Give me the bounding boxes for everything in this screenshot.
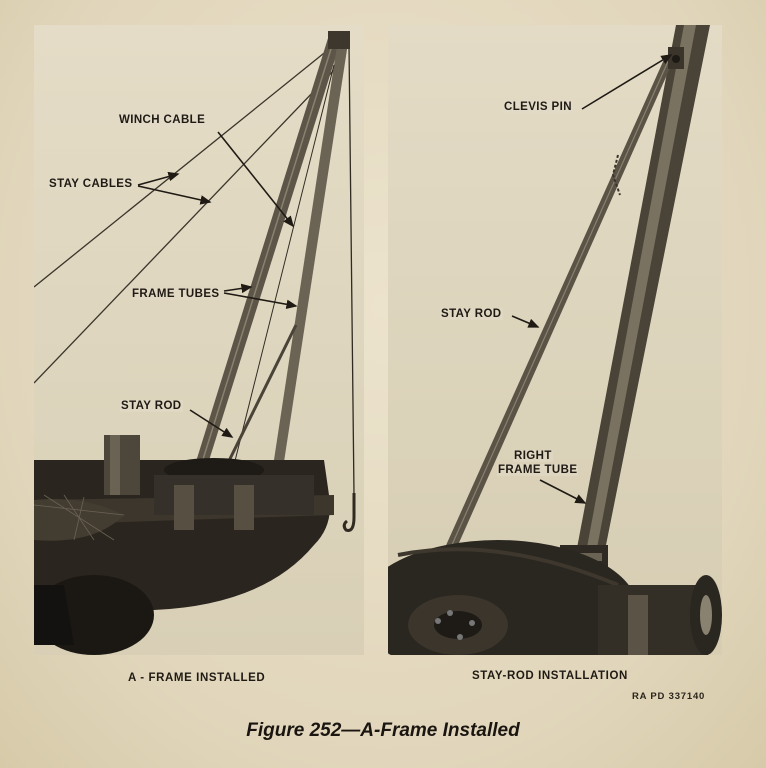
caption-a-frame-installed: A - FRAME INSTALLED: [128, 672, 266, 684]
callout-stay-cables: STAY CABLES: [49, 178, 133, 190]
photo-stay-rod-installation: [388, 25, 722, 655]
figure-title: Figure 252—A-Frame Installed: [246, 720, 520, 741]
callout-clevis-pin: CLEVIS PIN: [504, 101, 572, 113]
callout-right-frame-tube-line2: FRAME TUBE: [498, 464, 578, 476]
photo-a-frame-installed: [34, 25, 364, 655]
stay-rod-illustration: [388, 25, 722, 655]
callout-stay-rod-left: STAY ROD: [121, 400, 182, 412]
callout-right-frame-tube-line1: RIGHT: [514, 450, 552, 462]
callout-stay-rod-right: STAY ROD: [441, 308, 502, 320]
callout-frame-tubes: FRAME TUBES: [132, 288, 220, 300]
reference-number: RA PD 337140: [632, 691, 706, 702]
caption-stay-rod-installation: STAY-ROD INSTALLATION: [472, 670, 628, 682]
callout-winch-cable: WINCH CABLE: [119, 114, 206, 126]
